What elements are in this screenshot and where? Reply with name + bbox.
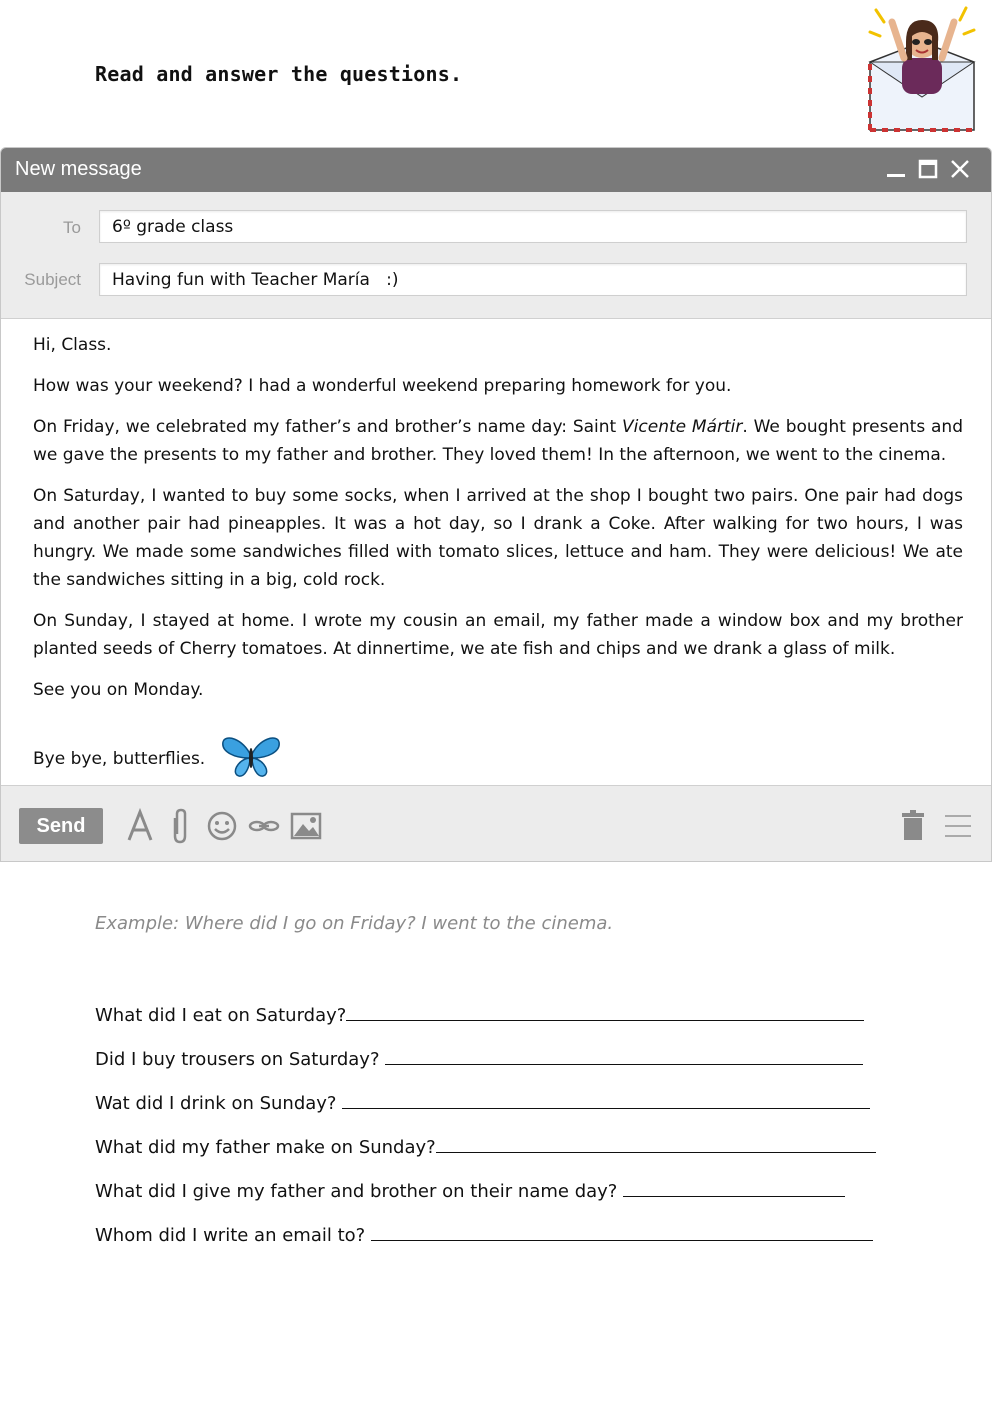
saint-name: Vicente Mártir [622,417,743,437]
to-field[interactable]: 6º grade class [99,210,967,243]
attach-icon[interactable] [163,808,197,844]
subject-label: Subject [24,270,81,289]
question-5 [95,1178,845,1202]
example-line: Example: Where did I go on Friday? I went to the cinema. [95,913,614,934]
paragraph-2-start: On Friday, we celebrated my father’s and brother’s name day: Saint [33,417,623,437]
image-icon[interactable] [289,808,323,844]
paragraph-1: How was your weekend? I had a wonderful weekend preparing homework for you. [33,376,732,396]
question-6 [95,1222,873,1246]
to-label: To [63,218,81,237]
font-icon[interactable] [123,808,157,844]
question-6-text: Whom did I write an email to? [95,1225,371,1246]
butterfly-icon [221,734,281,778]
question-1-text: What did I eat on Saturday? [95,1005,347,1026]
question-3 [95,1090,870,1114]
title-bar [1,148,991,192]
trash-icon[interactable] [896,808,930,844]
paragraph-2 [33,413,963,469]
email-compose-window [0,147,992,862]
question-4-text: What did my father make on Sunday? [95,1137,436,1158]
link-icon[interactable] [247,808,281,844]
question-3-text: Wat did I drink on Sunday? [95,1093,343,1114]
question-4 [95,1134,876,1158]
window-title: New message [15,158,142,180]
close-icon[interactable] [949,158,971,180]
paragraph-2-end: . We bought presents and we gave the presents to my father and brother. They loved them! In the afternoon, we went to the cinema. [33,417,963,465]
paragraph-4: On Sunday, I stayed at home. I wrote my cousin an email, my father made a window box and my brother planted seeds of Cherry tomatoes. At dinnertime, we ate fish and chips and we drank a glass of milk. [33,611,963,659]
bitmoji-envelope-icon [862,2,982,140]
question-2 [95,1046,863,1070]
minimize-icon[interactable] [885,158,907,180]
answer-line-3[interactable] [342,1090,870,1109]
compose-toolbar [1,788,991,858]
answer-line-5[interactable] [623,1178,845,1197]
worksheet-heading: Read and answer the questions. [95,62,463,86]
emoji-icon[interactable] [205,808,239,844]
answer-line-1[interactable] [346,1002,864,1021]
answer-line-4[interactable] [436,1134,876,1153]
menu-icon[interactable] [941,808,975,844]
greeting: Hi, Class. [33,335,112,355]
question-5-text: What did I give my father and brother on their name day? [95,1181,624,1202]
answer-line-2[interactable] [385,1046,863,1065]
send-button[interactable]: Send [19,808,103,844]
maximize-icon[interactable] [917,158,939,180]
message-body[interactable] [1,318,991,786]
paragraph-5: See you on Monday. [33,680,204,700]
paragraph-3: On Saturday, I wanted to buy some socks, when I arrived at the shop I bought two pairs. One pair had dogs and another pair had pineapples. It was a hot day, so I drank a Coke. After walking for two hours, I was hungry. We made some sandwiches filled with tomato slices, lettuce and ham. They were delicious! We ate the sandwiches sitting in a big, cold rock. [33,486,963,590]
question-2-text: Did I buy trousers on Saturday? [95,1049,386,1070]
signoff: Bye bye, butterflies. [33,749,206,769]
subject-field[interactable]: Having fun with Teacher María :) [99,263,967,296]
answer-line-6[interactable] [371,1222,873,1241]
question-1 [95,1002,864,1026]
